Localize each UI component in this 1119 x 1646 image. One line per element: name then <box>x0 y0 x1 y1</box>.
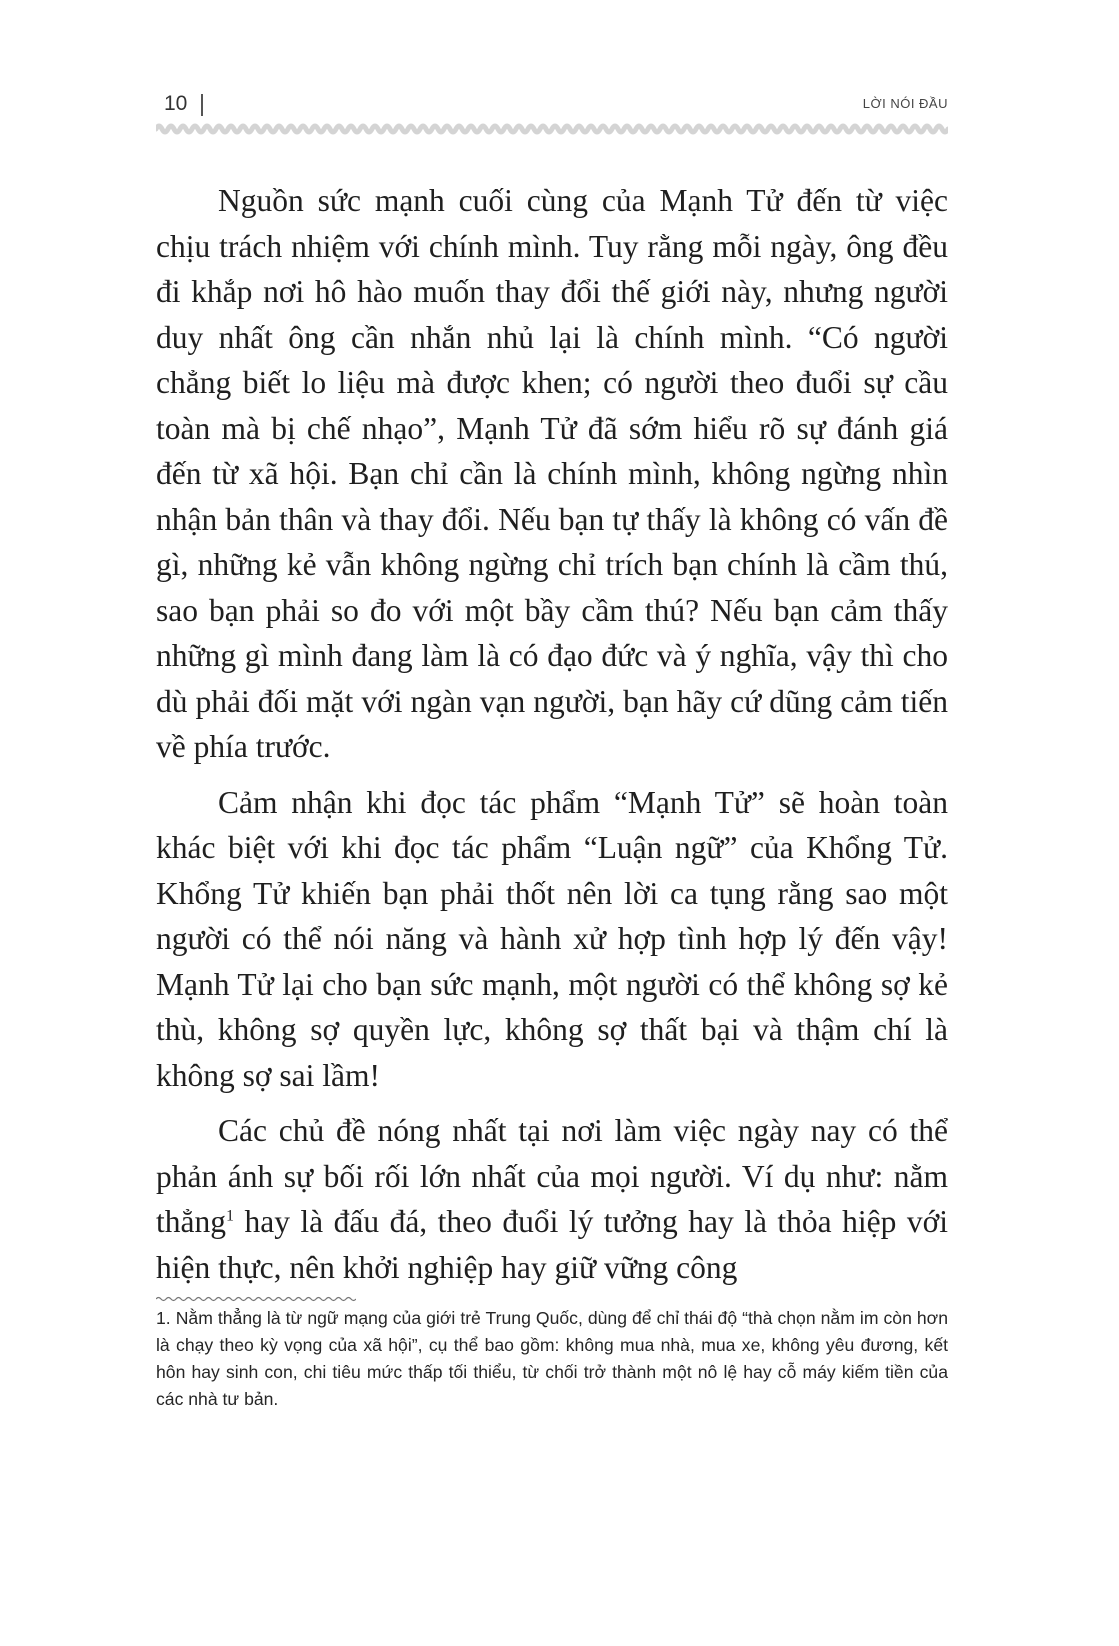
header-separator <box>201 94 203 116</box>
paragraph-text: hay là đấu đá, theo đuổi lý tưởng hay là thỏa hiệp với hiện thực, nên khởi nghiệp hay giữ vững công <box>156 1204 948 1285</box>
section-title: LỜI NÓI ĐẦU <box>862 96 948 111</box>
paragraph <box>156 1108 948 1290</box>
running-header <box>156 88 948 118</box>
header-rule <box>156 123 948 135</box>
page-number: 10 <box>164 92 188 115</box>
footnote <box>156 1305 948 1413</box>
footnote-rule <box>156 1295 356 1303</box>
footnote-text: 1. Nằm thẳng là từ ngữ mạng của giới trẻ Trung Quốc, dùng để chỉ thái độ “thà chọn nằm im còn hơn là chạy theo kỳ vọng của xã hội”, cụ thể bao gồm: không mua nhà, mua xe, không yêu đương, kết hôn hay sinh con, chi tiêu mức thấp tối thiểu, từ chối trở thành một nô lệ hay cỗ máy kiếm tiền của các nhà tư bản. <box>156 1308 948 1409</box>
paragraph-text: Các chủ đề nóng nhất tại nơi làm việc ngày nay có thể phản ánh sự bối rối lớn nhất của mọi người. Ví dụ như: nằm thẳng <box>156 1113 948 1239</box>
paragraph: Cảm nhận khi đọc tác phẩm “Mạnh Tử” sẽ hoàn toàn khác biệt với khi đọc tác phẩm “Luận ngữ” của Khổng Tử. Khổng Tử khiến bạn phải thốt nên lời ca tụng rằng sao một người có thể nói năng và hành xử hợp tình hợp lý đến vậy! Mạnh Tử lại cho bạn sức mạnh, một người có thể không sợ kẻ thù, không sợ quyền lực, không sợ thất bại và thậm chí là không sợ sai lầm! <box>156 784 948 1093</box>
footnote-reference: 1 <box>225 1207 234 1225</box>
body-text <box>156 178 948 1300</box>
paragraph: Nguồn sức mạnh cuối cùng của Mạnh Tử đến từ việc chịu trách nhiệm với chính mình. Tuy rằng mỗi ngày, ông đều đi khắp nơi hô hào muốn thay đổi thế giới này, nhưng người duy nhất ông cần nhắn nhủ lại là chính mình. “Có người chẳng biết lo liệu mà được khen; có người theo đuổi sự cầu toàn mà bị chế nhạo”, Mạnh Tử đã sớm hiểu rõ sự đánh giá đến từ xã hội. Bạn chỉ cần là chính mình, không ngừng nhìn nhận bản thân và thay đổi. Nếu bạn tự thấy là không có vấn đề gì, những kẻ vẫn không ngừng chỉ trích bạn chính là cầm thú, sao bạn phải so đo với một bầy cầm thú? Nếu bạn cảm thấy những gì mình đang làm là có đạo đức và ý nghĩa, vậy thì cho dù phải đối mặt với ngàn vạn người, bạn hãy cứ dũng cảm tiến về phía trước. <box>156 183 948 764</box>
